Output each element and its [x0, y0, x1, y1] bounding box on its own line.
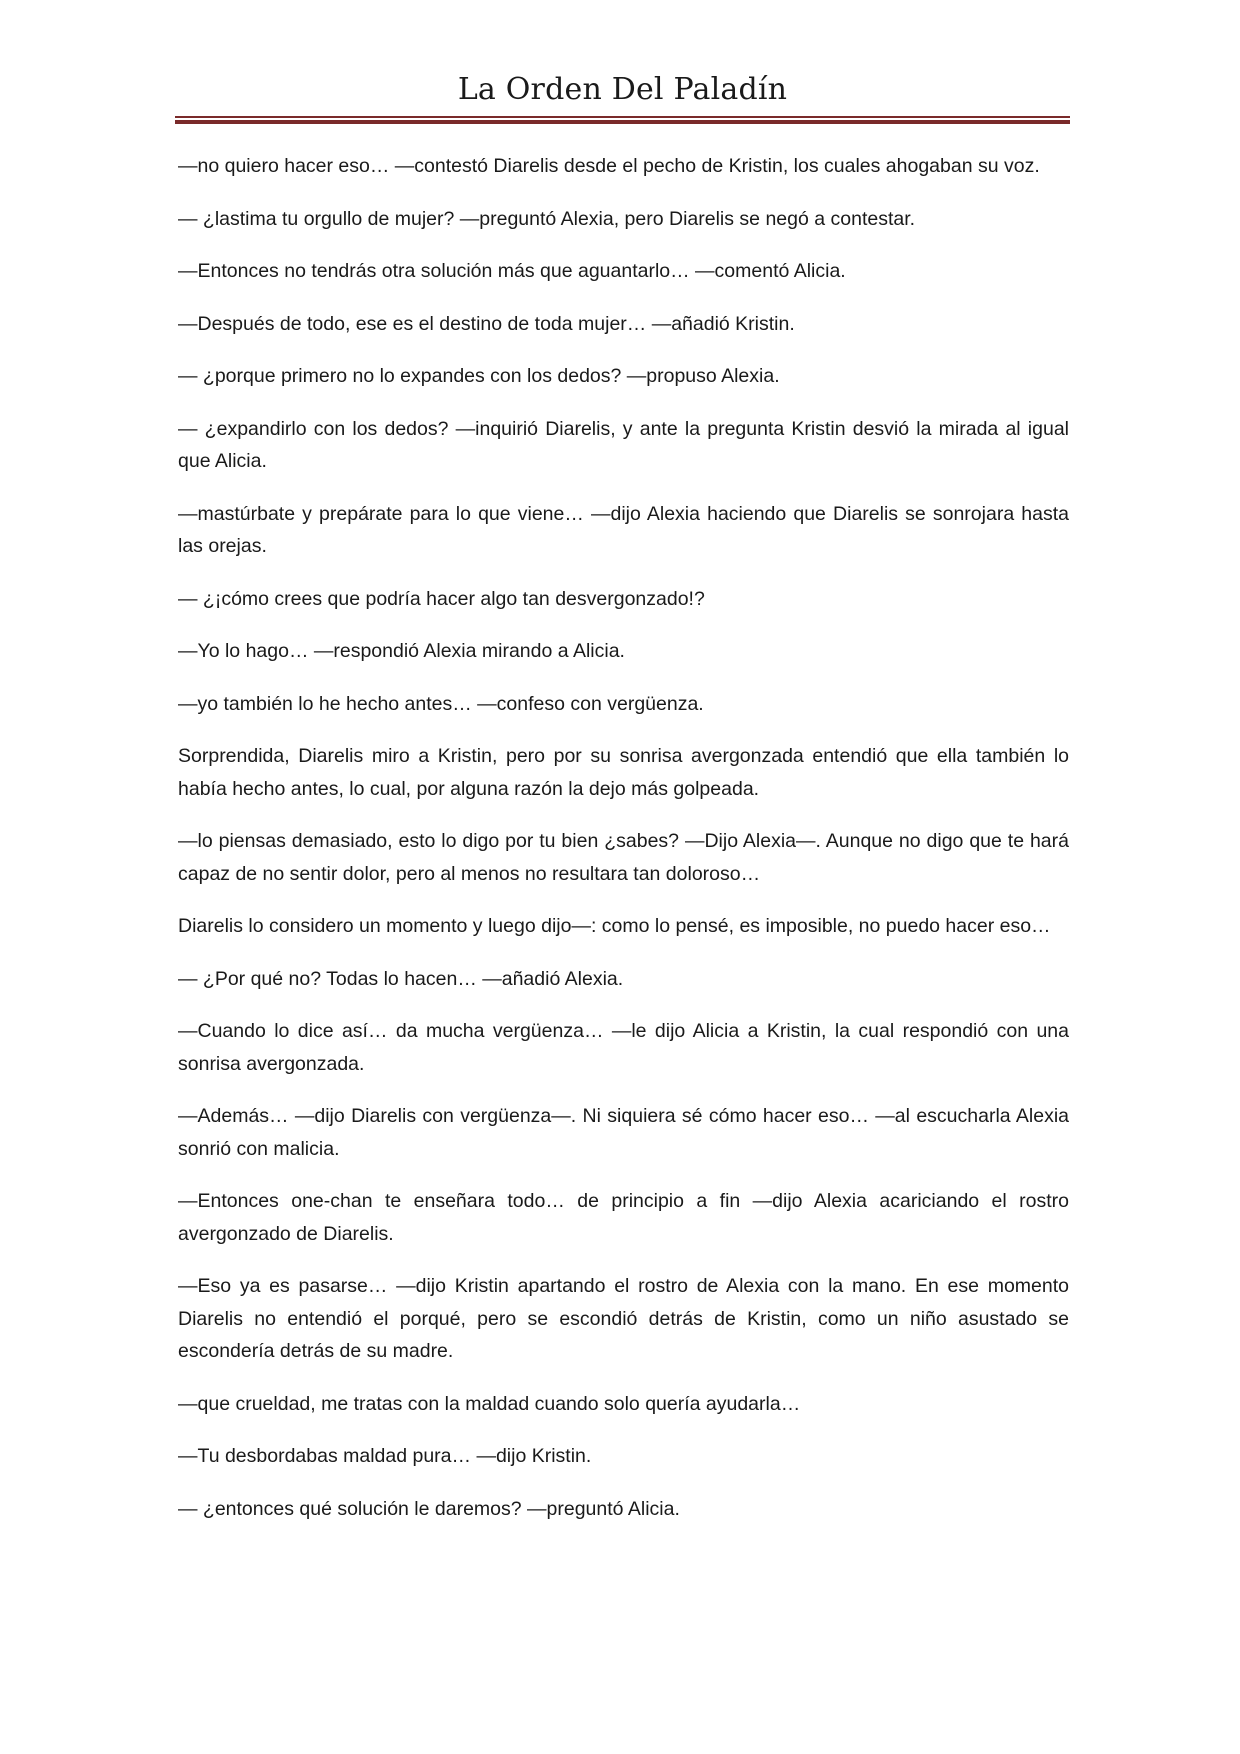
- paragraph: —lo piensas demasiado, esto lo digo por tu bien ¿sabes? —Dijo Alexia—. Aunque no digo que te hará capaz de no sentir dolor, pero al menos no resultara tan doloroso…: [178, 830, 1069, 885]
- paragraph: — ¿Por qué no? Todas lo hacen… —añadió Alexia.: [178, 967, 624, 990]
- paragraph: —no quiero hacer eso… —contestó Diarelis desde el pecho de Kristin, los cuales ahogaban su voz.: [178, 155, 1040, 177]
- paragraph: —que crueldad, me tratas con la maldad cuando solo quería ayudarla…: [178, 1392, 801, 1415]
- page-header: [175, 72, 1070, 108]
- paragraph: — ¿lastima tu orgullo de mujer? —preguntó Alexia, pero Diarelis se negó a contestar.: [178, 207, 916, 230]
- paragraph: — ¿¡cómo crees que podría hacer algo tan desvergonzado!?: [178, 587, 705, 610]
- body-text: [178, 150, 1069, 1545]
- paragraph: —Entonces no tendrás otra solución más que aguantarlo… —comentó Alicia.: [178, 260, 846, 282]
- running-title: La Orden Del Paladín: [457, 72, 788, 107]
- header-rule-thin: [175, 116, 1070, 118]
- paragraph: Diarelis lo considero un momento y luego dijo—: como lo pensé, es imposible, no puedo hacer eso…: [178, 915, 1051, 937]
- paragraph: —Después de todo, ese es el destino de toda mujer… —añadió Kristin.: [178, 312, 795, 335]
- paragraph: —Cuando lo dice así… da mucha vergüenza… —le dijo Alicia a Kristin, la cual respondió con una sonrisa avergonzada.: [178, 1020, 1069, 1075]
- paragraph: —Además… —dijo Diarelis con vergüenza—. Ni siquiera sé cómo hacer eso… —al escucharla Alexia sonrió con malicia.: [178, 1105, 1069, 1160]
- paragraph: — ¿expandirlo con los dedos? —inquirió Diarelis, y ante la pregunta Kristin desvió la mirada al igual que Alicia.: [178, 417, 1069, 472]
- paragraph: — ¿entonces qué solución le daremos? —preguntó Alicia.: [178, 1497, 680, 1520]
- paragraph: Sorprendida, Diarelis miro a Kristin, pero por su sonrisa avergonzada entendió que ella también lo había hecho antes, lo cual, por alguna razón la dejo más golpeada.: [178, 745, 1069, 800]
- paragraph: —Eso ya es pasarse… —dijo Kristin apartando el rostro de Alexia con la mano. En ese momento Diarelis no entendió el porqué, pero se escondió detrás de Kristin, como un niño asustado se escondería detrás de su madre.: [178, 1275, 1069, 1362]
- paragraph: — ¿porque primero no lo expandes con los dedos? —propuso Alexia.: [178, 365, 780, 387]
- paragraph: —mastúrbate y prepárate para lo que viene… —dijo Alexia haciendo que Diarelis se sonrojara hasta las orejas.: [178, 502, 1069, 557]
- paragraph: —Tu desbordabas maldad pura… —dijo Kristin.: [178, 1445, 592, 1467]
- paragraph: —Yo lo hago… —respondió Alexia mirando a Alicia.: [178, 640, 625, 662]
- paragraph: —Entonces one-chan te enseñara todo… de principio a fin —dijo Alexia acariciando el rostro avergonzado de Diarelis.: [178, 1190, 1069, 1245]
- header-rule-thick: [175, 120, 1070, 124]
- paragraph: —yo también lo he hecho antes… —confeso con vergüenza.: [178, 692, 704, 715]
